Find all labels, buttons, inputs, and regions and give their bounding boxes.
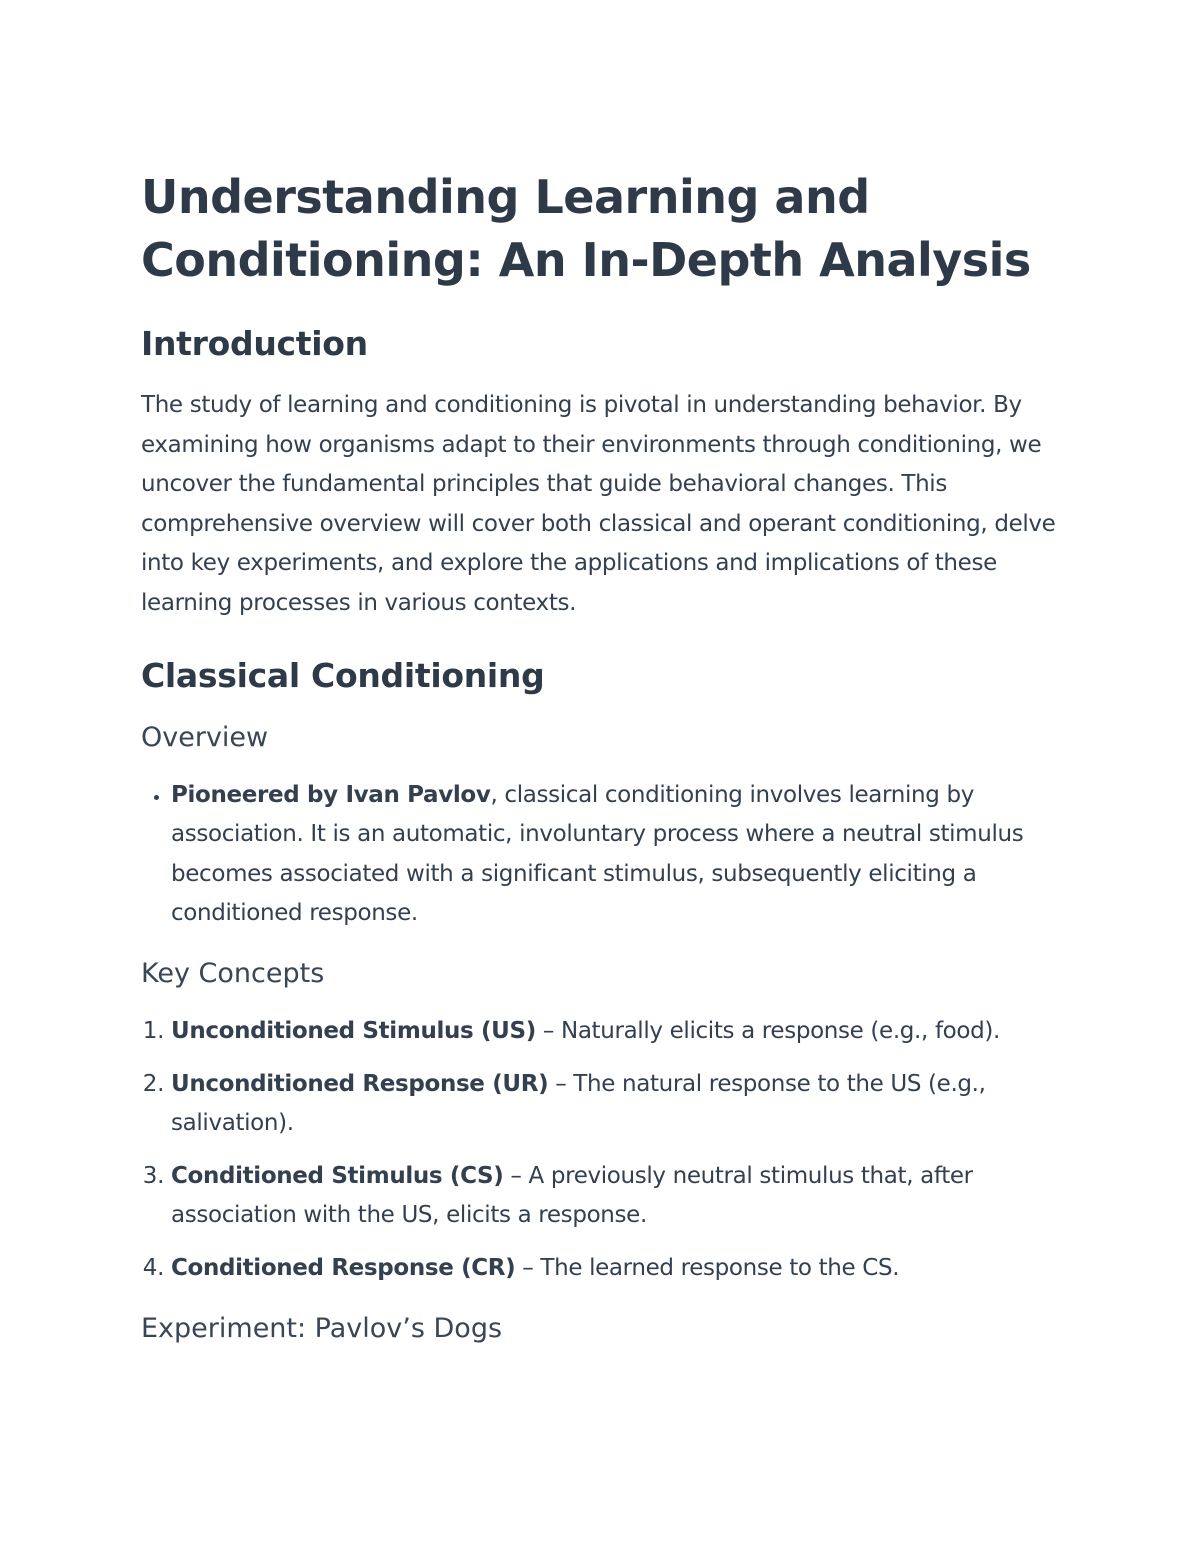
list-item-bold: Pioneered by Ivan Pavlov	[171, 781, 491, 808]
overview-list	[141, 776, 1071, 934]
document-page	[141, 166, 1071, 1347]
list-item-text: – A previously neutral stimulus that, after association with the US, elicits a response.	[171, 1162, 973, 1229]
document-title: Understanding Learning and Conditioning: An In-Depth Analysis	[141, 170, 1031, 287]
subheading-key-concepts: Key Concepts	[141, 957, 325, 989]
subheading-experiment: Experiment: Pavlov’s Dogs	[141, 1312, 503, 1344]
list-item	[171, 1249, 1071, 1289]
list-item-bold: Unconditioned Stimulus (US)	[171, 1017, 536, 1044]
list-item-bold: Unconditioned Response (UR)	[171, 1070, 549, 1097]
list-item	[171, 776, 1071, 934]
list-item-text: – The learned response to the CS.	[515, 1254, 900, 1281]
section-heading-introduction: Introduction	[141, 324, 368, 363]
list-item	[171, 1012, 1071, 1052]
list-item-bold: Conditioned Stimulus (CS)	[171, 1162, 504, 1189]
list-item-text: – The natural response to the US (e.g., salivation).	[171, 1070, 986, 1137]
list-item-text: – Naturally elicits a response (e.g., food).	[535, 1017, 1000, 1044]
list-item-text: , classical conditioning involves learning by association. It is an automatic, involuntary process where a neutral stimulus becomes associated with a significant stimulus, subsequently eliciting a conditioned response.	[171, 781, 1024, 927]
section-heading-classical-conditioning: Classical Conditioning	[141, 655, 545, 695]
list-item-bold: Conditioned Response (CR)	[171, 1254, 516, 1281]
list-item	[171, 1157, 1071, 1236]
subheading-overview: Overview	[141, 721, 269, 753]
key-concepts-list	[141, 1012, 1071, 1289]
list-item	[171, 1065, 1071, 1144]
introduction-paragraph: The study of learning and conditioning is pivotal in understanding behavior. By examining how organisms adapt to their environments through conditioning, we uncover the fundamental principles that guide behavioral changes. This comprehensive overview will cover both classical and operant conditioning, delve into key experiments, and explore the applications and implications of these learning processes in various contexts.	[141, 392, 1056, 616]
